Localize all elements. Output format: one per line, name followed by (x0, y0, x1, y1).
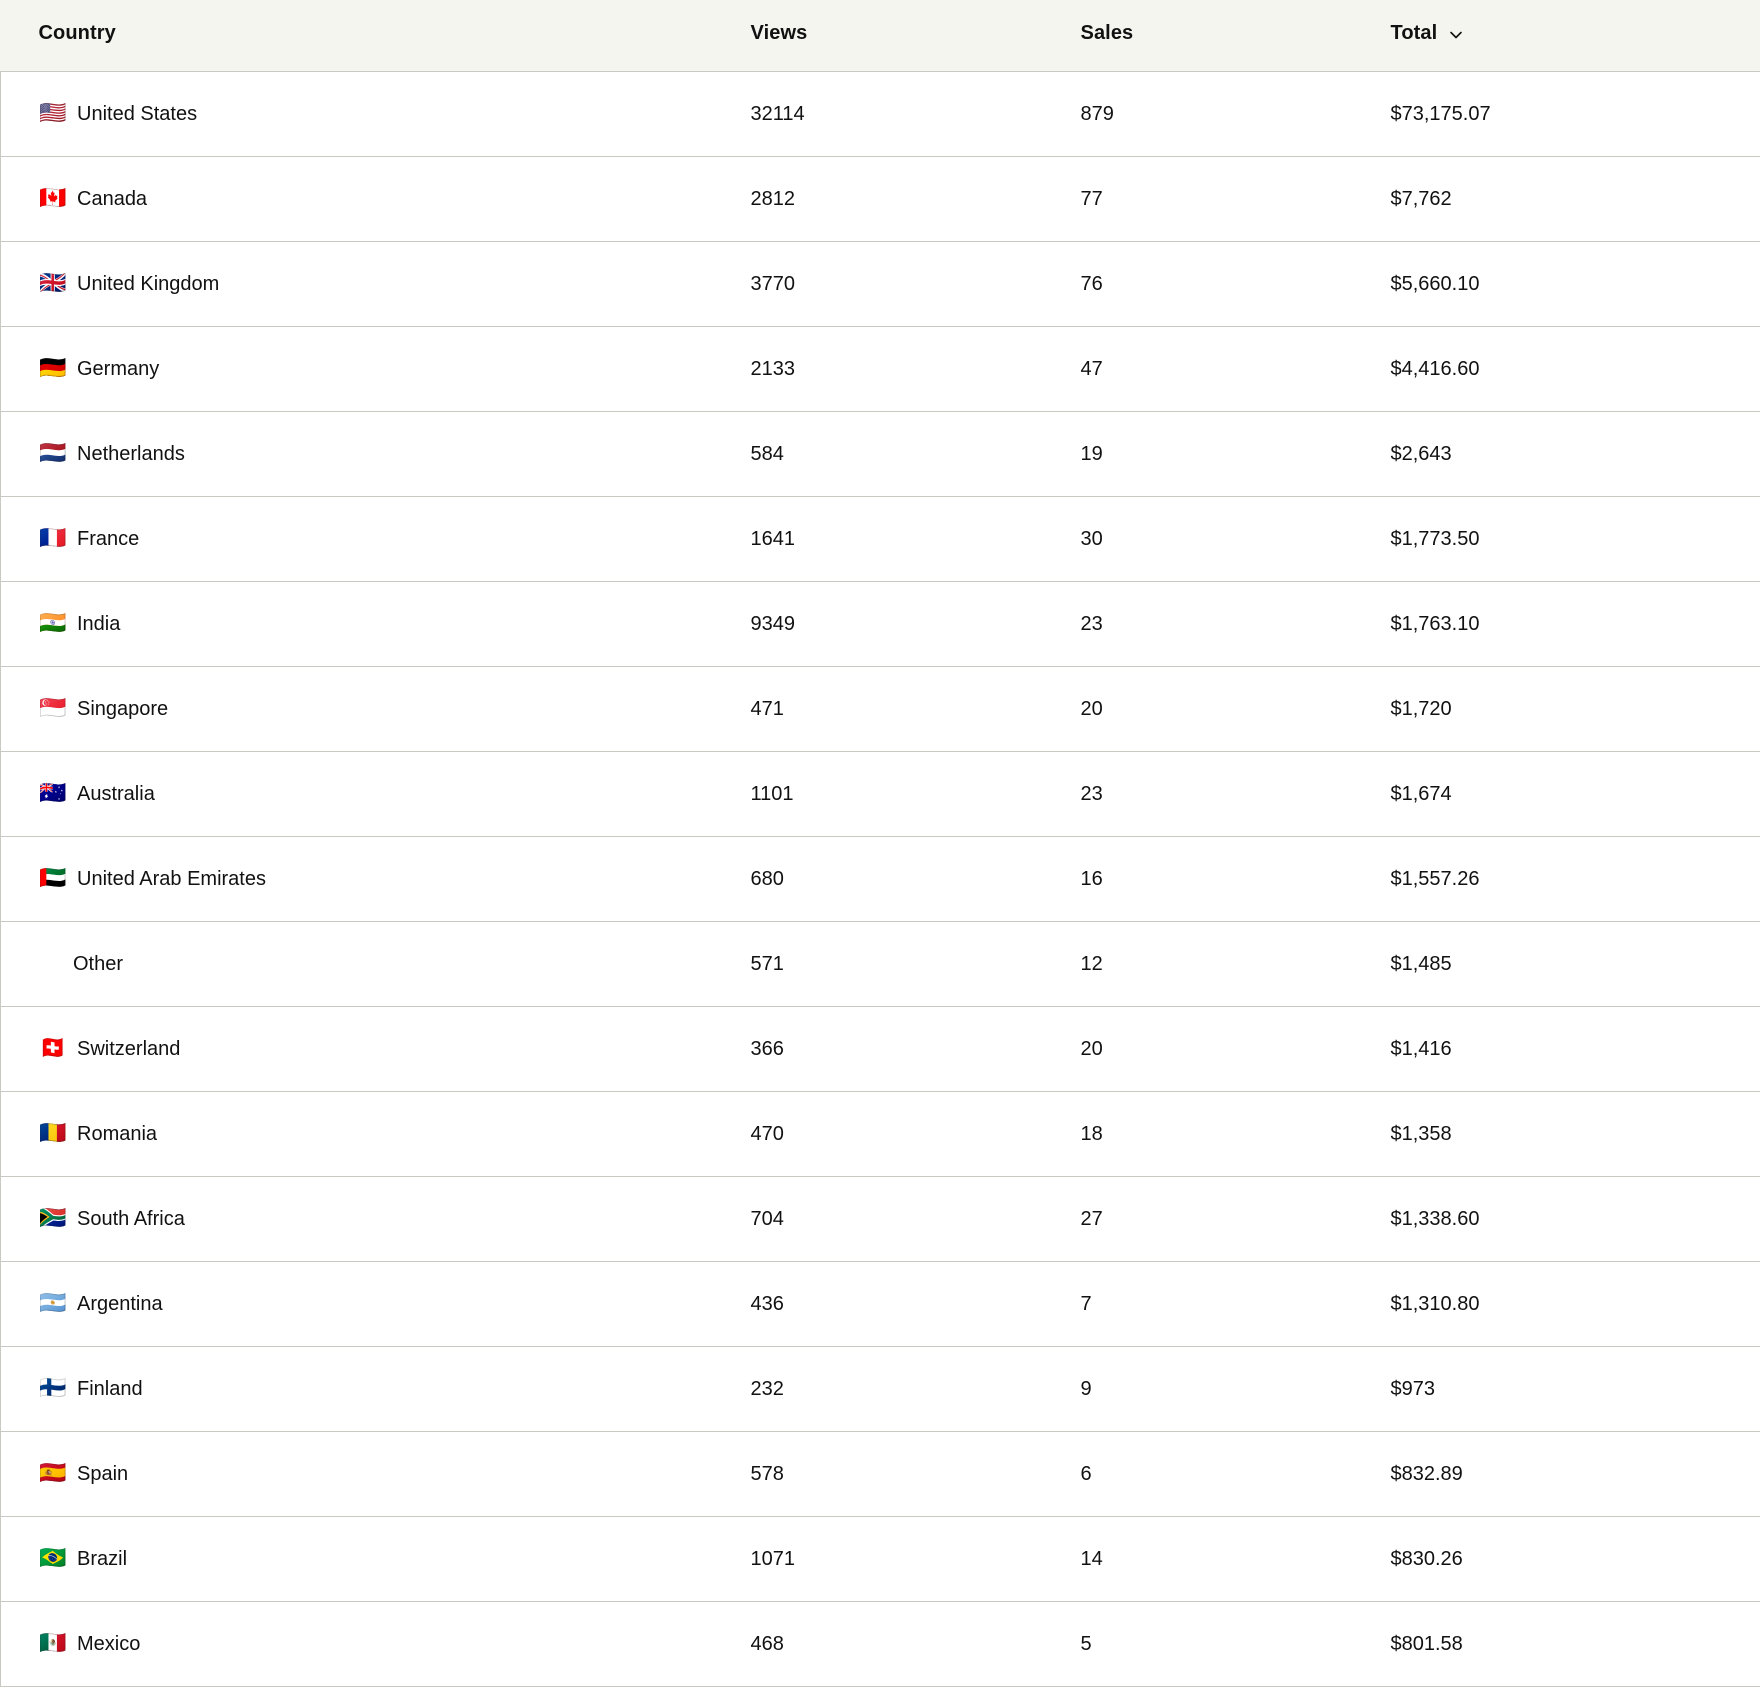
cell-views: 32114 (751, 72, 1081, 157)
table-row[interactable] (1, 327, 1760, 412)
country-flag-icon: 🇫🇮 (39, 1378, 65, 1400)
cell-country (1, 1517, 751, 1602)
column-header-total[interactable] (1391, 0, 1760, 72)
cell-country (1, 922, 751, 1007)
cell-sales: 20 (1081, 1007, 1391, 1092)
cell-total: $1,485 (1391, 922, 1760, 1007)
table-row[interactable] (1, 837, 1760, 922)
cell-total: $1,763.10 (1391, 582, 1760, 667)
country-name: Spain (77, 1463, 128, 1486)
cell-sales: 47 (1081, 327, 1391, 412)
country-name: United States (77, 103, 197, 126)
cell-country (1, 1432, 751, 1517)
cell-views: 1071 (751, 1517, 1081, 1602)
country-name: Finland (77, 1378, 143, 1401)
country-flag-icon: 🇲🇽 (39, 1633, 65, 1655)
cell-views: 680 (751, 837, 1081, 922)
cell-views: 471 (751, 667, 1081, 752)
cell-views: 470 (751, 1092, 1081, 1177)
cell-total: $5,660.10 (1391, 242, 1760, 327)
country-name: Germany (77, 358, 159, 381)
table-row[interactable] (1, 242, 1760, 327)
country-name: United Kingdom (77, 273, 219, 296)
table-row[interactable] (1, 1007, 1760, 1092)
cell-views: 232 (751, 1347, 1081, 1432)
cell-views: 2133 (751, 327, 1081, 412)
table-row[interactable] (1, 1432, 1760, 1517)
cell-total: $1,338.60 (1391, 1177, 1760, 1262)
country-name: India (77, 613, 120, 636)
cell-country (1, 1007, 751, 1092)
cell-views: 366 (751, 1007, 1081, 1092)
cell-views: 1641 (751, 497, 1081, 582)
table-row[interactable] (1, 667, 1760, 752)
column-header-country[interactable] (1, 0, 751, 72)
table-row[interactable] (1, 1347, 1760, 1432)
column-header-views[interactable] (751, 0, 1081, 72)
country-flag-icon: 🇺🇸 (39, 103, 65, 125)
country-name: Netherlands (77, 443, 185, 466)
cell-sales: 23 (1081, 752, 1391, 837)
country-flag-icon: 🇮🇳 (39, 613, 65, 635)
cell-total: $1,674 (1391, 752, 1760, 837)
chevron-down-icon[interactable] (1447, 26, 1465, 44)
cell-sales: 20 (1081, 667, 1391, 752)
cell-sales: 12 (1081, 922, 1391, 1007)
cell-country (1, 1602, 751, 1687)
table-row[interactable] (1, 72, 1760, 157)
country-name: Other (73, 953, 123, 976)
cell-sales: 7 (1081, 1262, 1391, 1347)
country-name: France (77, 528, 139, 551)
cell-country (1, 752, 751, 837)
cell-country (1, 242, 751, 327)
column-header-views-label: Views (751, 22, 808, 45)
cell-total: $1,720 (1391, 667, 1760, 752)
table-row[interactable] (1, 1092, 1760, 1177)
cell-sales: 30 (1081, 497, 1391, 582)
country-name: Australia (77, 783, 155, 806)
country-name: Canada (77, 188, 147, 211)
cell-views: 2812 (751, 157, 1081, 242)
table-row[interactable] (1, 1602, 1760, 1687)
cell-total: $1,773.50 (1391, 497, 1760, 582)
cell-total: $73,175.07 (1391, 72, 1760, 157)
cell-total: $973 (1391, 1347, 1760, 1432)
table-row[interactable] (1, 412, 1760, 497)
cell-sales: 77 (1081, 157, 1391, 242)
cell-country (1, 72, 751, 157)
cell-country (1, 1347, 751, 1432)
cell-country (1, 412, 751, 497)
cell-country (1, 157, 751, 242)
cell-country (1, 837, 751, 922)
cell-total: $7,762 (1391, 157, 1760, 242)
country-name: Romania (77, 1123, 157, 1146)
cell-sales: 5 (1081, 1602, 1391, 1687)
table-header-row (1, 0, 1760, 72)
cell-country (1, 582, 751, 667)
cell-views: 3770 (751, 242, 1081, 327)
table-row[interactable] (1, 157, 1760, 242)
country-flag-icon: 🇸🇬 (39, 698, 65, 720)
cell-sales: 16 (1081, 837, 1391, 922)
column-header-total-label: Total (1391, 22, 1438, 45)
country-name: Brazil (77, 1548, 127, 1571)
country-flag-icon: 🇳🇱 (39, 443, 65, 465)
country-flag-icon: 🇪🇸 (39, 1463, 65, 1485)
cell-sales: 9 (1081, 1347, 1391, 1432)
cell-sales: 6 (1081, 1432, 1391, 1517)
cell-country (1, 327, 751, 412)
cell-total: $4,416.60 (1391, 327, 1760, 412)
country-flag-icon: 🇿🇦 (39, 1208, 65, 1230)
table-row[interactable] (1, 922, 1760, 1007)
table-row[interactable] (1, 752, 1760, 837)
country-flag-icon: 🇨🇦 (39, 188, 65, 210)
cell-total: $832.89 (1391, 1432, 1760, 1517)
country-flag-icon: 🇨🇭 (39, 1038, 65, 1060)
cell-views: 1101 (751, 752, 1081, 837)
cell-country (1, 1092, 751, 1177)
cell-country (1, 1262, 751, 1347)
country-name: Singapore (77, 698, 168, 721)
cell-country (1, 667, 751, 752)
country-flag-icon: 🇬🇧 (39, 273, 65, 295)
cell-sales: 879 (1081, 72, 1391, 157)
country-name: Mexico (77, 1633, 140, 1656)
cell-views: 436 (751, 1262, 1081, 1347)
column-header-country-label: Country (39, 22, 116, 45)
cell-total: $801.58 (1391, 1602, 1760, 1687)
country-flag-icon: 🇦🇺 (39, 783, 65, 805)
country-flag-icon: 🇧🇷 (39, 1548, 65, 1570)
country-name: South Africa (77, 1208, 185, 1231)
country-name: Switzerland (77, 1038, 180, 1061)
cell-views: 584 (751, 412, 1081, 497)
country-name: United Arab Emirates (77, 868, 266, 891)
country-flag-icon: 🇩🇪 (39, 358, 65, 380)
table-body (1, 72, 1760, 1687)
table-row[interactable] (1, 1177, 1760, 1262)
cell-country (1, 1177, 751, 1262)
country-flag-icon: 🇦🇪 (39, 868, 65, 890)
cell-views: 571 (751, 922, 1081, 1007)
cell-sales: 76 (1081, 242, 1391, 327)
column-header-sales[interactable] (1081, 0, 1391, 72)
country-flag-icon: 🇦🇷 (39, 1293, 65, 1315)
cell-total: $1,358 (1391, 1092, 1760, 1177)
cell-sales: 23 (1081, 582, 1391, 667)
cell-total: $830.26 (1391, 1517, 1760, 1602)
cell-total: $1,557.26 (1391, 837, 1760, 922)
country-flag-icon: 🇷🇴 (39, 1123, 65, 1145)
cell-total: $1,416 (1391, 1007, 1760, 1092)
cell-sales: 18 (1081, 1092, 1391, 1177)
table-header (1, 0, 1760, 72)
table-row[interactable] (1, 582, 1760, 667)
cell-sales: 19 (1081, 412, 1391, 497)
table-row[interactable] (1, 1517, 1760, 1602)
cell-views: 468 (751, 1602, 1081, 1687)
cell-country (1, 497, 751, 582)
column-header-sales-label: Sales (1081, 22, 1134, 45)
cell-sales: 27 (1081, 1177, 1391, 1262)
cell-views: 9349 (751, 582, 1081, 667)
cell-total: $2,643 (1391, 412, 1760, 497)
cell-views: 578 (751, 1432, 1081, 1517)
country-flag-icon: 🇫🇷 (39, 528, 65, 550)
table-row[interactable] (1, 497, 1760, 582)
table-row[interactable] (1, 1262, 1760, 1347)
country-name: Argentina (77, 1293, 163, 1316)
cell-sales: 14 (1081, 1517, 1391, 1602)
cell-total: $1,310.80 (1391, 1262, 1760, 1347)
cell-views: 704 (751, 1177, 1081, 1262)
